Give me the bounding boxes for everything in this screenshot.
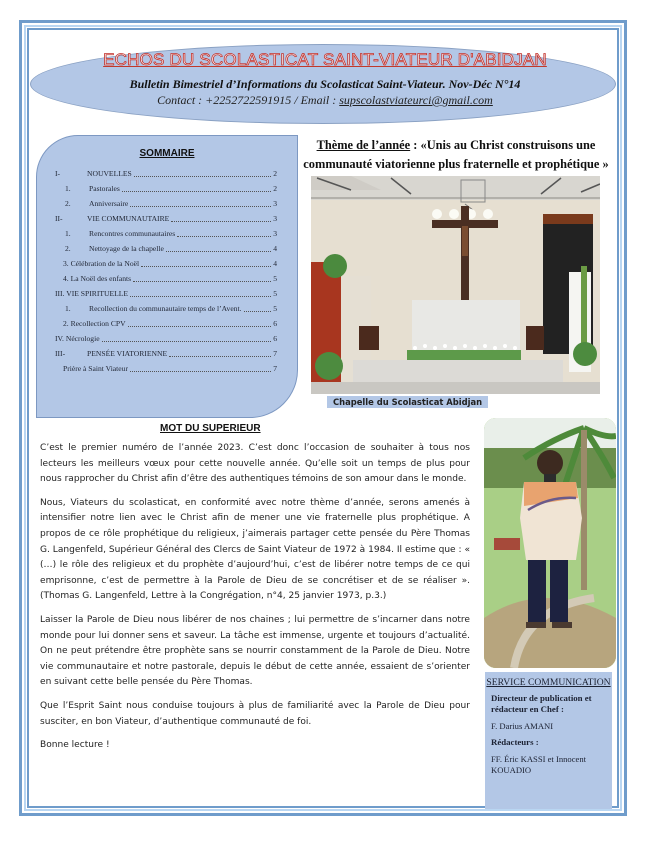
toc-dot-leader [133, 281, 271, 282]
toc-item-number: I- [55, 169, 61, 178]
director-name: F. Darius AMANI [491, 721, 554, 731]
toc-item-page: 4 [273, 259, 277, 268]
toc-item-page: 3 [273, 229, 277, 238]
toc-item-number: 1. [65, 304, 71, 313]
editors-role: Rédacteurs : [491, 737, 539, 747]
table-of-contents [36, 135, 298, 418]
contact-label: Contact : +2252722591915 / Email : [157, 93, 340, 107]
toc-dot-leader [102, 341, 272, 342]
toc-item-number: 1. [65, 229, 71, 238]
article-paragraph: Laisser la Parole de Dieu nous libérer de nos chaines ; lui permettre de s’incarner dans notre monde pour lui donner sens et saveur. La tâche est immense, urgente et toujours d’actualité. On ne peut prétendre être prophète sans se nourrir constamment de la Parole de Dieu. Notre vie communautaire et notre pastorale, depuis le début de cette année, essaient de s’orienter en suivant cette belle pensée du Père Thomas. [40, 614, 470, 688]
toc-dot-leader [141, 266, 271, 267]
toc-item-page: 7 [273, 364, 277, 373]
toc-dot-leader [177, 236, 271, 237]
toc-title: SOMMAIRE [139, 148, 195, 159]
toc-item[interactable] [55, 331, 277, 346]
article-body [40, 441, 470, 762]
chapel-caption: Chapelle du Scolasticat Abidjan [327, 396, 488, 408]
toc-item[interactable] [55, 316, 277, 331]
toc-item-label: VIE COMMUNAUTAIRE [87, 214, 170, 223]
toc-item[interactable] [55, 301, 277, 316]
toc-item-page: 2 [273, 184, 277, 193]
toc-item-label: Rencontres communautaires [89, 229, 176, 238]
email-link[interactable]: supscolastviateurci@gmail.com [339, 93, 493, 107]
superior-portrait-photo [484, 418, 616, 668]
toc-dot-leader [171, 221, 271, 222]
chapel-illustration [311, 176, 600, 394]
toc-item[interactable] [55, 211, 277, 226]
toc-item[interactable] [55, 196, 277, 211]
toc-list [55, 166, 277, 376]
toc-item-label: 4. La Noël des enfants [63, 274, 132, 283]
toc-dot-leader [122, 191, 271, 192]
toc-item-label: Nettoyage de la chapelle [89, 244, 164, 253]
service-title: SERVICE COMMUNICATION [486, 677, 611, 688]
toc-dot-leader [128, 326, 272, 327]
article-paragraph: Que l’Esprit Saint nous conduise toujours à plus de familiarité avec la Parole de Dieu pour susciter, en bon Viateur, d’authentique communauté de foi. [40, 700, 470, 727]
article-title: MOT DU SUPERIEUR [160, 423, 261, 434]
toc-item-number: III- [55, 349, 66, 358]
toc-dot-leader [244, 311, 272, 312]
portrait-illustration [484, 418, 616, 668]
toc-dot-leader [130, 296, 271, 297]
toc-item-label: III. VIE SPIRITUELLE [55, 289, 129, 298]
toc-item-page: 3 [273, 199, 277, 208]
toc-dot-leader [169, 356, 271, 357]
editors-names: FF. Éric KASSI et Innocent KOUADIO [491, 754, 587, 775]
toc-item-page: 5 [273, 274, 277, 283]
toc-dot-leader [166, 251, 271, 252]
toc-item-label: 2. Recollection CPV [63, 319, 126, 328]
toc-item-number: 2. [65, 199, 71, 208]
toc-item-number: II- [55, 214, 63, 223]
toc-item-page: 3 [273, 214, 277, 223]
toc-item-page: 5 [273, 304, 277, 313]
toc-item[interactable] [55, 241, 277, 256]
director-role: Directeur de publication et rédacteur en Chef : [491, 693, 592, 714]
theme-of-year [300, 136, 612, 174]
toc-item-page: 6 [273, 334, 277, 343]
contact-line [0, 93, 650, 108]
toc-item-page: 5 [273, 289, 277, 298]
toc-item-label: NOUVELLES [87, 169, 132, 178]
toc-dot-leader [130, 371, 271, 372]
toc-item-label: IV. Nécrologie [55, 334, 100, 343]
toc-item[interactable] [55, 346, 277, 361]
toc-item-page: 6 [273, 319, 277, 328]
chapel-photo [311, 176, 600, 394]
article-paragraph: C’est le premier numéro de l’année 2023. C’est donc l’occasion de souhaiter à tous nos lecteurs les meilleurs vœux pour cette nouvelle année. Qu’elle soit un temps de plus pour nous rapprocher du Christ afin d’être des authentiques témoins de son amour dans le monde. [40, 443, 470, 485]
toc-item-number: 1. [65, 184, 71, 193]
theme-text: : «Unis au Christ construisons une communauté viatorienne plus fraternelle et prophétique » [303, 138, 609, 171]
article-paragraph: Nous, Viateurs du scolasticat, en conformité avec notre thème d’année, serons amenés à intensifier notre lien avec le Christ afin de mener une vie fraternelle plus prophétique. A propos de ce rôle prophétique du religieux, j’aimerais partager cette pensée du Père Thomas G. Langenfeld, Supérieur Général des Clercs de Saint Viateur de 1972 à 1984. Il estime que : « (…) le rôle des religieux et du prophète d’aujourd’hui, c’est de libérer notre temps de ce qui emprisonne, c’est de permettre à la Parole de Dieu de se concrétiser et de se réaliser ». (Thomas G. Langenfeld, Lettre à la Congrégation, n°4, 25 janvier 1973, p.3.) [40, 497, 470, 602]
toc-item-label: PENSÉE VIATORIENNE [87, 349, 168, 358]
toc-item-label: Recollection du communautaire temps de l’Avent. [89, 304, 242, 313]
toc-dot-leader [130, 206, 271, 207]
toc-item[interactable] [55, 166, 277, 181]
service-communication-box [485, 672, 612, 809]
toc-item[interactable] [55, 286, 277, 301]
toc-item-label: Anniversaire [89, 199, 129, 208]
article-paragraph: Bonne lecture ! [40, 740, 110, 751]
toc-item[interactable] [55, 361, 277, 376]
newsletter-subtitle: Bulletin Bimestriel d’Informations du Scolasticat Saint-Viateur. Nov-Déc N°14 [129, 77, 521, 91]
toc-dot-leader [134, 176, 271, 177]
toc-item[interactable] [55, 256, 277, 271]
toc-item-page: 2 [273, 169, 277, 178]
theme-lead: Thème de l’année [316, 138, 411, 152]
toc-item-label: Prière à Saint Viateur [63, 364, 128, 373]
toc-item[interactable] [55, 181, 277, 196]
toc-item-number: 2. [65, 244, 71, 253]
toc-item-page: 7 [273, 349, 277, 358]
toc-item[interactable] [55, 226, 277, 241]
toc-item-label: Pastorales [89, 184, 120, 193]
toc-item-label: 3. Célébration de la Noël [63, 259, 140, 268]
toc-item-page: 4 [273, 244, 277, 253]
newsletter-masthead: ECHOS DU SCOLASTICAT SAINT-VIATEUR D'ABIDJAN [103, 50, 547, 69]
toc-item[interactable] [55, 271, 277, 286]
